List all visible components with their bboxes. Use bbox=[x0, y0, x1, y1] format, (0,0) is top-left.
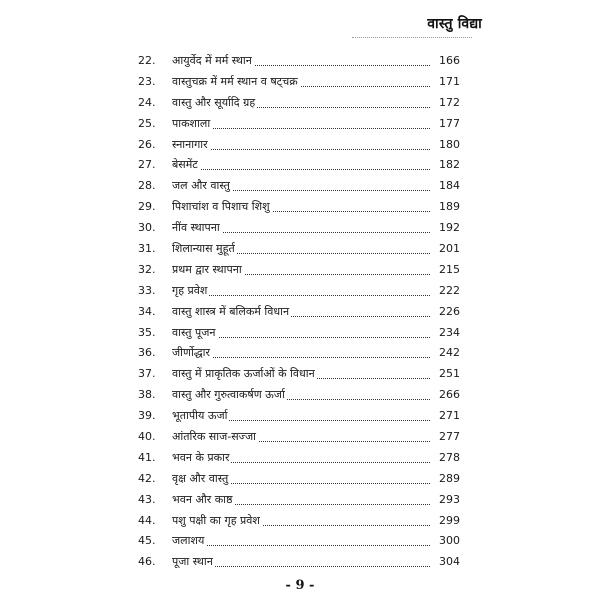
toc-entry bbox=[0, 387, 600, 408]
toc-entry bbox=[0, 471, 600, 492]
toc-entry-number: 35. bbox=[138, 325, 156, 339]
table-of-contents bbox=[0, 53, 600, 575]
toc-entry-number: 32. bbox=[138, 262, 156, 276]
toc-entry-title: शिलान्यास मुहूर्त bbox=[172, 242, 235, 256]
toc-entry-title: वृक्ष और वास्तु bbox=[172, 471, 229, 485]
toc-entry bbox=[0, 199, 600, 220]
toc-entry-title: पशु पक्षी का गृह प्रवेश bbox=[172, 513, 260, 527]
toc-entry-title: आयुर्वेद में मर्म स्थान bbox=[172, 54, 252, 67]
toc-entry bbox=[0, 157, 600, 178]
toc-entry-title: वास्तु और गुरुत्वाकर्षण ऊर्जा bbox=[172, 388, 285, 402]
toc-entry-number: 34. bbox=[138, 304, 156, 318]
toc-entry-title: जीर्णोद्धार bbox=[172, 346, 210, 360]
toc-entry bbox=[0, 325, 600, 346]
toc-entry-number: 45. bbox=[138, 534, 156, 548]
toc-entry-number: 26. bbox=[138, 137, 156, 151]
toc-entry-page: 289 bbox=[430, 471, 460, 487]
toc-entry-number: 46. bbox=[138, 555, 156, 569]
toc-entry-title: वास्तु में प्राकृतिक ऊर्जाओं के विधान bbox=[172, 367, 315, 381]
toc-entry-page: 304 bbox=[430, 554, 460, 570]
toc-entry-number: 33. bbox=[138, 283, 156, 297]
toc-entry bbox=[0, 53, 600, 74]
toc-entry bbox=[0, 262, 600, 283]
toc-entry-page: 192 bbox=[430, 220, 460, 236]
toc-entry-title: बेसमेंट bbox=[172, 158, 198, 172]
toc-entry-page: 182 bbox=[430, 157, 460, 173]
running-header-title: वास्तु विद्या bbox=[427, 16, 482, 32]
toc-entry-title: पिशाचांश व पिशाच शिशु bbox=[172, 200, 270, 214]
toc-entry bbox=[0, 492, 600, 513]
toc-entry bbox=[0, 283, 600, 304]
toc-entry-page: 184 bbox=[430, 178, 460, 194]
toc-entry bbox=[0, 137, 600, 158]
toc-entry bbox=[0, 95, 600, 116]
toc-entry-page: 299 bbox=[430, 513, 460, 529]
toc-entry-number: 42. bbox=[138, 471, 156, 485]
toc-entry-title: जलाशय bbox=[172, 534, 205, 548]
toc-entry-title: वास्तु और सूर्यादि ग्रह bbox=[172, 95, 256, 109]
toc-entry-page: 222 bbox=[430, 283, 460, 299]
toc-entry-title: आंतरिक साज-सज्जा bbox=[172, 430, 256, 444]
toc-entry-title: गृह प्रवेश bbox=[172, 283, 208, 297]
toc-entry bbox=[0, 345, 600, 366]
toc-entry-number: 38. bbox=[138, 388, 156, 402]
toc-entry-page: 271 bbox=[430, 408, 460, 424]
toc-entry-page: 166 bbox=[430, 53, 460, 69]
page-number: - 9 - bbox=[285, 578, 315, 593]
toc-entry-page: 293 bbox=[430, 492, 460, 508]
toc-entry bbox=[0, 450, 600, 471]
toc-entry-number: 40. bbox=[138, 430, 156, 444]
toc-entry bbox=[0, 533, 600, 554]
toc-dot-leader bbox=[172, 295, 430, 296]
toc-dot-leader bbox=[172, 169, 430, 170]
toc-entry bbox=[0, 513, 600, 534]
toc-entry bbox=[0, 241, 600, 262]
toc-entry-number: 30. bbox=[138, 221, 156, 235]
toc-entry-number: 31. bbox=[138, 242, 156, 256]
toc-entry-number: 22. bbox=[138, 54, 156, 67]
toc-entry-number: 44. bbox=[138, 513, 156, 527]
toc-entry bbox=[0, 408, 600, 429]
toc-entry-number: 37. bbox=[138, 367, 156, 381]
toc-entry-number: 25. bbox=[138, 116, 156, 130]
toc-entry-page: 171 bbox=[430, 74, 460, 90]
toc-entry-title: वास्तु शास्त्र में बलिकर्म विधान bbox=[172, 304, 290, 318]
toc-entry bbox=[0, 429, 600, 450]
toc-entry-number: 39. bbox=[138, 409, 156, 423]
toc-entry-number: 29. bbox=[138, 200, 156, 214]
toc-entry bbox=[0, 116, 600, 137]
toc-entry-number: 36. bbox=[138, 346, 156, 360]
toc-entry-number: 27. bbox=[138, 158, 156, 172]
toc-entry-title: भवन के प्रकार bbox=[172, 450, 230, 464]
toc-entry-page: 300 bbox=[430, 533, 460, 549]
toc-entry-page: 215 bbox=[430, 262, 460, 278]
toc-entry-title: स्नानागार bbox=[172, 137, 208, 151]
toc-entry-title: वास्तु पूजन bbox=[172, 325, 216, 339]
toc-entry bbox=[0, 304, 600, 325]
toc-entry-page: 277 bbox=[430, 429, 460, 445]
toc-entry-title: पाकशाला bbox=[172, 116, 211, 130]
toc-entry-title: जल और वास्तु bbox=[172, 179, 230, 193]
toc-entry-page: 234 bbox=[430, 325, 460, 341]
toc-dot-leader bbox=[172, 149, 430, 150]
toc-entry-number: 23. bbox=[138, 74, 156, 88]
toc-entry-page: 189 bbox=[430, 199, 460, 215]
toc-entry-title: प्रथम द्वार स्थापना bbox=[172, 262, 242, 276]
toc-entry-number: 28. bbox=[138, 179, 156, 193]
toc-entry bbox=[0, 74, 600, 95]
toc-entry-title: भवन और काष्ठ bbox=[172, 492, 233, 506]
toc-entry-page: 180 bbox=[430, 137, 460, 153]
toc-entry-number: 43. bbox=[138, 492, 156, 506]
toc-entry-title: पूजा स्थान bbox=[172, 555, 213, 569]
toc-entry-title: भूतापीय ऊर्जा bbox=[172, 409, 228, 423]
toc-entry-page: 251 bbox=[430, 366, 460, 382]
toc-entry-page: 201 bbox=[430, 241, 460, 257]
toc-entry bbox=[0, 178, 600, 199]
toc-entry-title: नींव स्थापना bbox=[172, 221, 220, 235]
toc-entry-page: 242 bbox=[430, 345, 460, 361]
toc-entry-number: 24. bbox=[138, 95, 156, 109]
toc-entry bbox=[0, 220, 600, 241]
toc-entry bbox=[0, 554, 600, 575]
toc-entry-page: 172 bbox=[430, 95, 460, 111]
toc-entry-page: 278 bbox=[430, 450, 460, 466]
toc-entry-number: 41. bbox=[138, 450, 156, 464]
toc-entry-page: 266 bbox=[430, 387, 460, 403]
toc-entry-title: वास्तुचक्र में मर्म स्थान व षट्चक्र bbox=[172, 74, 298, 88]
toc-entry-page: 177 bbox=[430, 116, 460, 132]
header-rule bbox=[352, 37, 472, 38]
toc-dot-leader bbox=[172, 545, 430, 546]
toc-entry-page: 226 bbox=[430, 304, 460, 320]
toc-entry bbox=[0, 366, 600, 387]
